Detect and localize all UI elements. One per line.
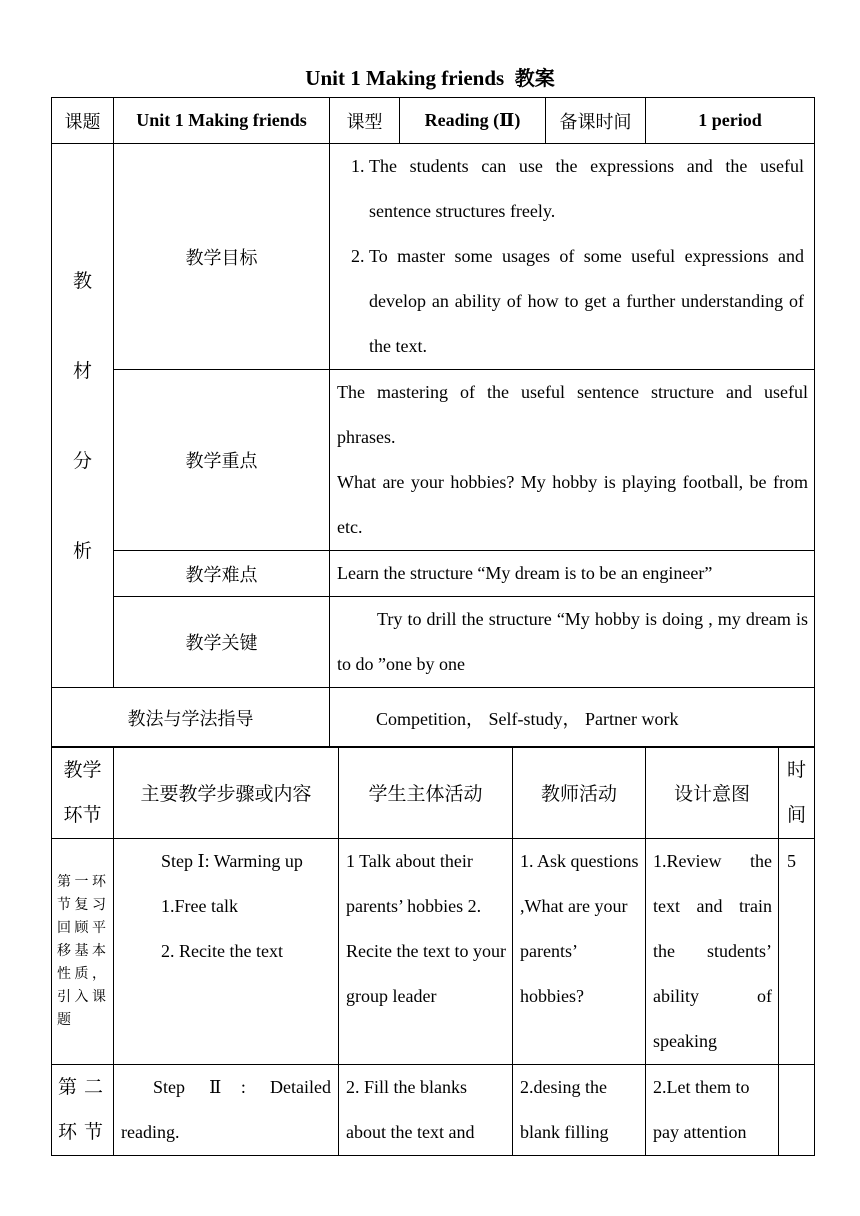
objectives-content bbox=[330, 144, 815, 370]
info-row bbox=[52, 98, 815, 144]
side-char-2: 材 bbox=[72, 359, 92, 382]
objectives-row bbox=[52, 144, 815, 370]
objective-item-1: 1. The students can use the expressions and the useful sentence structures freely. bbox=[369, 144, 808, 234]
title-english: Unit 1 Making friends bbox=[305, 66, 505, 90]
row-1-content bbox=[114, 839, 339, 1065]
header-stage-line-2: 环节 bbox=[63, 803, 102, 826]
header-design: 设计意图 bbox=[646, 747, 779, 839]
header-content: 主要教学步骤或内容 bbox=[114, 747, 339, 839]
methods-row bbox=[52, 688, 815, 748]
difficulties-text: Learn the structure “My dream is to be an engineer” bbox=[330, 551, 815, 597]
title-chinese: 教案 bbox=[514, 66, 555, 90]
step-row-2 bbox=[52, 1065, 815, 1156]
row-1-student: 1 Talk about their parents’ hobbies 2. Recite the text to your group leader bbox=[339, 839, 513, 1065]
key-points-row bbox=[52, 370, 815, 551]
row-1-time: 5 bbox=[779, 839, 815, 1065]
row-2-design: 2.Let them to pay attention bbox=[646, 1065, 779, 1156]
key-points-line-2: What are your hobbies? My hobby is playing football, be from etc. bbox=[337, 472, 808, 537]
row-2-student: 2. Fill the blanks about the text and bbox=[339, 1065, 513, 1156]
topic-value: Unit 1 Making friends bbox=[114, 98, 330, 144]
key-text: Try to drill the structure “My hobby is doing , my dream is to do ”one by one bbox=[330, 597, 815, 688]
steps-header-row bbox=[52, 747, 815, 839]
analysis-side-label bbox=[52, 144, 114, 688]
header-student: 学生主体活动 bbox=[339, 747, 513, 839]
key-points-line-1: The mastering of the useful sentence structure and useful phrases. bbox=[337, 382, 808, 447]
document-title bbox=[0, 62, 860, 91]
row-1-content-line-2: 1.Free talk bbox=[161, 896, 238, 916]
teaching-steps-table bbox=[51, 746, 815, 1156]
header-time bbox=[779, 747, 815, 839]
row-1-content-line-1: Step Ⅰ: Warming up bbox=[161, 851, 303, 871]
header-teacher: 教师活动 bbox=[513, 747, 646, 839]
objectives-list bbox=[337, 144, 808, 369]
key-points-label: 教学重点 bbox=[114, 370, 330, 551]
row-2-teacher: 2.desing the blank filling bbox=[513, 1065, 646, 1156]
objectives-label: 教学目标 bbox=[114, 144, 330, 370]
header-stage-line-1: 教学 bbox=[63, 758, 102, 781]
difficulties-label: 教学难点 bbox=[114, 551, 330, 597]
difficulties-row bbox=[52, 551, 815, 597]
side-char-1: 教 bbox=[72, 269, 92, 292]
time-label: 备课时间 bbox=[546, 98, 646, 144]
methods-text: Competition， Self-study， Partner work bbox=[330, 688, 815, 748]
row-2-content-text: Step Ⅱ: Detailed reading. bbox=[121, 1077, 331, 1142]
lesson-info-table bbox=[51, 97, 815, 748]
header-stage bbox=[52, 747, 114, 839]
header-time-line-1: 时 bbox=[786, 758, 806, 781]
type-label: 课型 bbox=[330, 98, 400, 144]
row-1-design: 1.Review the text and train the students’ ability of speaking bbox=[646, 839, 779, 1065]
time-value: 1 period bbox=[646, 98, 815, 144]
row-1-teacher: 1. Ask questions ,What are your parents’ hobbies? bbox=[513, 839, 646, 1065]
row-2-stage: 第二环节 bbox=[52, 1065, 114, 1156]
side-char-4: 析 bbox=[72, 539, 92, 562]
key-points-content bbox=[330, 370, 815, 551]
header-time-line-2: 间 bbox=[786, 803, 806, 826]
row-1-content-line-3: 2. Recite the text bbox=[161, 941, 283, 961]
topic-label: 课题 bbox=[52, 98, 114, 144]
step-row-1 bbox=[52, 839, 815, 1065]
type-value: Reading (Ⅱ) bbox=[400, 98, 546, 144]
side-char-3: 分 bbox=[72, 449, 92, 472]
key-label: 教学关键 bbox=[114, 597, 330, 688]
row-2-time bbox=[779, 1065, 815, 1156]
methods-label: 教法与学法指导 bbox=[52, 688, 330, 748]
key-row bbox=[52, 597, 815, 688]
row-1-stage: 第一环节复习回顾平移基本性质，引入课题 bbox=[52, 839, 114, 1065]
row-2-content bbox=[114, 1065, 339, 1156]
objective-item-2: 2. To master some usages of some useful expressions and develop an ability of how to get a further understanding of the text. bbox=[369, 234, 808, 369]
